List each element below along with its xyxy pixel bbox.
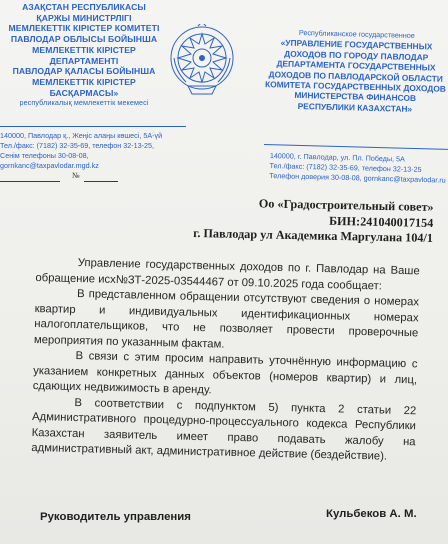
letterhead-ru-line: ДОХОДОВ ПО ПАВЛОДАРСКОЙ ОБЛАСТИ [268, 68, 443, 84]
letterhead-ru-line: РЕСПУБЛИКИ КАЗАХСТАН» [297, 100, 413, 114]
letterhead-ru-line: ДЕПАРТАМЕНТА ГОСУДАРСТВЕННЫХ [276, 58, 436, 73]
letterhead-kz-line: МЕМЛЕКЕТТІК КІРІСТЕР КОМИТЕТІ [8, 23, 160, 34]
letterhead-divider-right [264, 144, 448, 150]
recipient-block [193, 195, 434, 247]
recipient-organization: Оо «Градостроительный совет» [258, 196, 434, 214]
signer-position: Руководитель управления [40, 511, 191, 523]
body-paragraph: В соответствии с подпунктом 5) пункта 2 статьи 22 Административного процедурно-процессуального кодекса Республики Казахстан заявитель имеет право подавать жалобу на административный акт, административное действие (бездействие). [31, 396, 417, 463]
date-blank-line [0, 181, 60, 182]
address-ru-line: Телефон доверия 30-08-08, gornkanc@taxpavlodar.ru [269, 170, 446, 185]
letterhead-kz-subtitle: республикалық мемлекеттік мекемесі [19, 98, 149, 108]
body-paragraph: Управление государственных доходов по г. Павлодар на Ваше обращение исх№ЗТ-2025-03544467 от 09.10.2025 года сообщает: [35, 257, 420, 292]
letterhead-kz-line: ПАВЛОДАР ОБЛЫСЫ БОЙЫНША [10, 34, 158, 45]
letterhead-ru [260, 27, 448, 115]
letterhead-ru-line: «УПРАВЛЕНИЕ ГОСУДАРСТВЕННЫХ [280, 37, 433, 52]
recipient-address: г. Павлодар ул Академика Маргулана 104/1 [193, 225, 434, 245]
letterhead-ru-subtitle: Республиканское государственное [298, 27, 415, 41]
body-paragraph: В представленном обращении отсутствуют сведения о номерах квартир и индивидуальных идентификационных номерах налогоплательщиков, что не позволяет провести проверочные мероприятия по указанным фактам. [33, 288, 420, 351]
body-paragraph: В связи с этим просим направить уточнённую информацию с указанием конкретных данных объектов (номеров квартир) и лиц, сдающих недвижимость в аренду. [32, 349, 418, 397]
letterhead-ru-line: МИНИСТЕРСТВА ФИНАНСОВ [294, 90, 417, 104]
address-ru [269, 151, 448, 186]
letterhead-divider-left [0, 126, 186, 127]
number-sign: № [72, 171, 80, 180]
letterhead-kz-line: ПАВЛОДАР ҚАЛАСЫ БОЙЫНША [12, 66, 156, 77]
letterhead-kz-line: ҚАРЖЫ МИНИСТРЛІГІ [36, 12, 132, 23]
address-kz [0, 131, 186, 171]
signer-name: Кульбеков А. М. [326, 508, 417, 520]
letterhead-kz [0, 2, 168, 109]
letterhead-ru-line: ДОХОДОВ ПО ГОРОДУ ПАВЛОДАР [284, 48, 429, 63]
letterhead-kz-line: АЗАҚСТАН РЕСПУБЛИКАСЫ [22, 2, 146, 12]
letterhead-kz-line: МЕМЛЕКЕТТІК КІРІСТЕР ДЕПАРТАМЕНТІ [32, 44, 136, 66]
recipient-bin: БИН:241040017154 [329, 213, 434, 230]
letterhead-ru-line: КОМИТЕТА ГОСУДАРСТВЕННЫХ ДОХОДОВ [264, 79, 446, 94]
letterhead-kz-line: МЕМЛЕКЕТТІК КІРІСТЕР БАСҚАРМАСЫ» [32, 76, 136, 98]
address-ru-line: 140000, г. Павлодар, ул. Пл. Победы, 5А [269, 151, 405, 164]
number-blank-line [84, 181, 118, 182]
address-kz-line: Сенім телефоны 30-08-08, gornkanc@taxpavlodar.mgd.kz [0, 151, 99, 170]
letter-body [31, 255, 420, 466]
outgoing-number-field [0, 171, 120, 184]
state-emblem-icon [168, 24, 236, 96]
address-kz-line: 140000, Павлодар қ., Жеңіс алаңы көшесі, 5А-үй [0, 131, 163, 140]
address-kz-line: Тел./факс: (7182) 32-35-69, телефон 32-13-25, [0, 141, 154, 150]
address-ru-line: Тел./факс: (7182) 32-35-69, телефон 32-13-25 [269, 160, 422, 174]
